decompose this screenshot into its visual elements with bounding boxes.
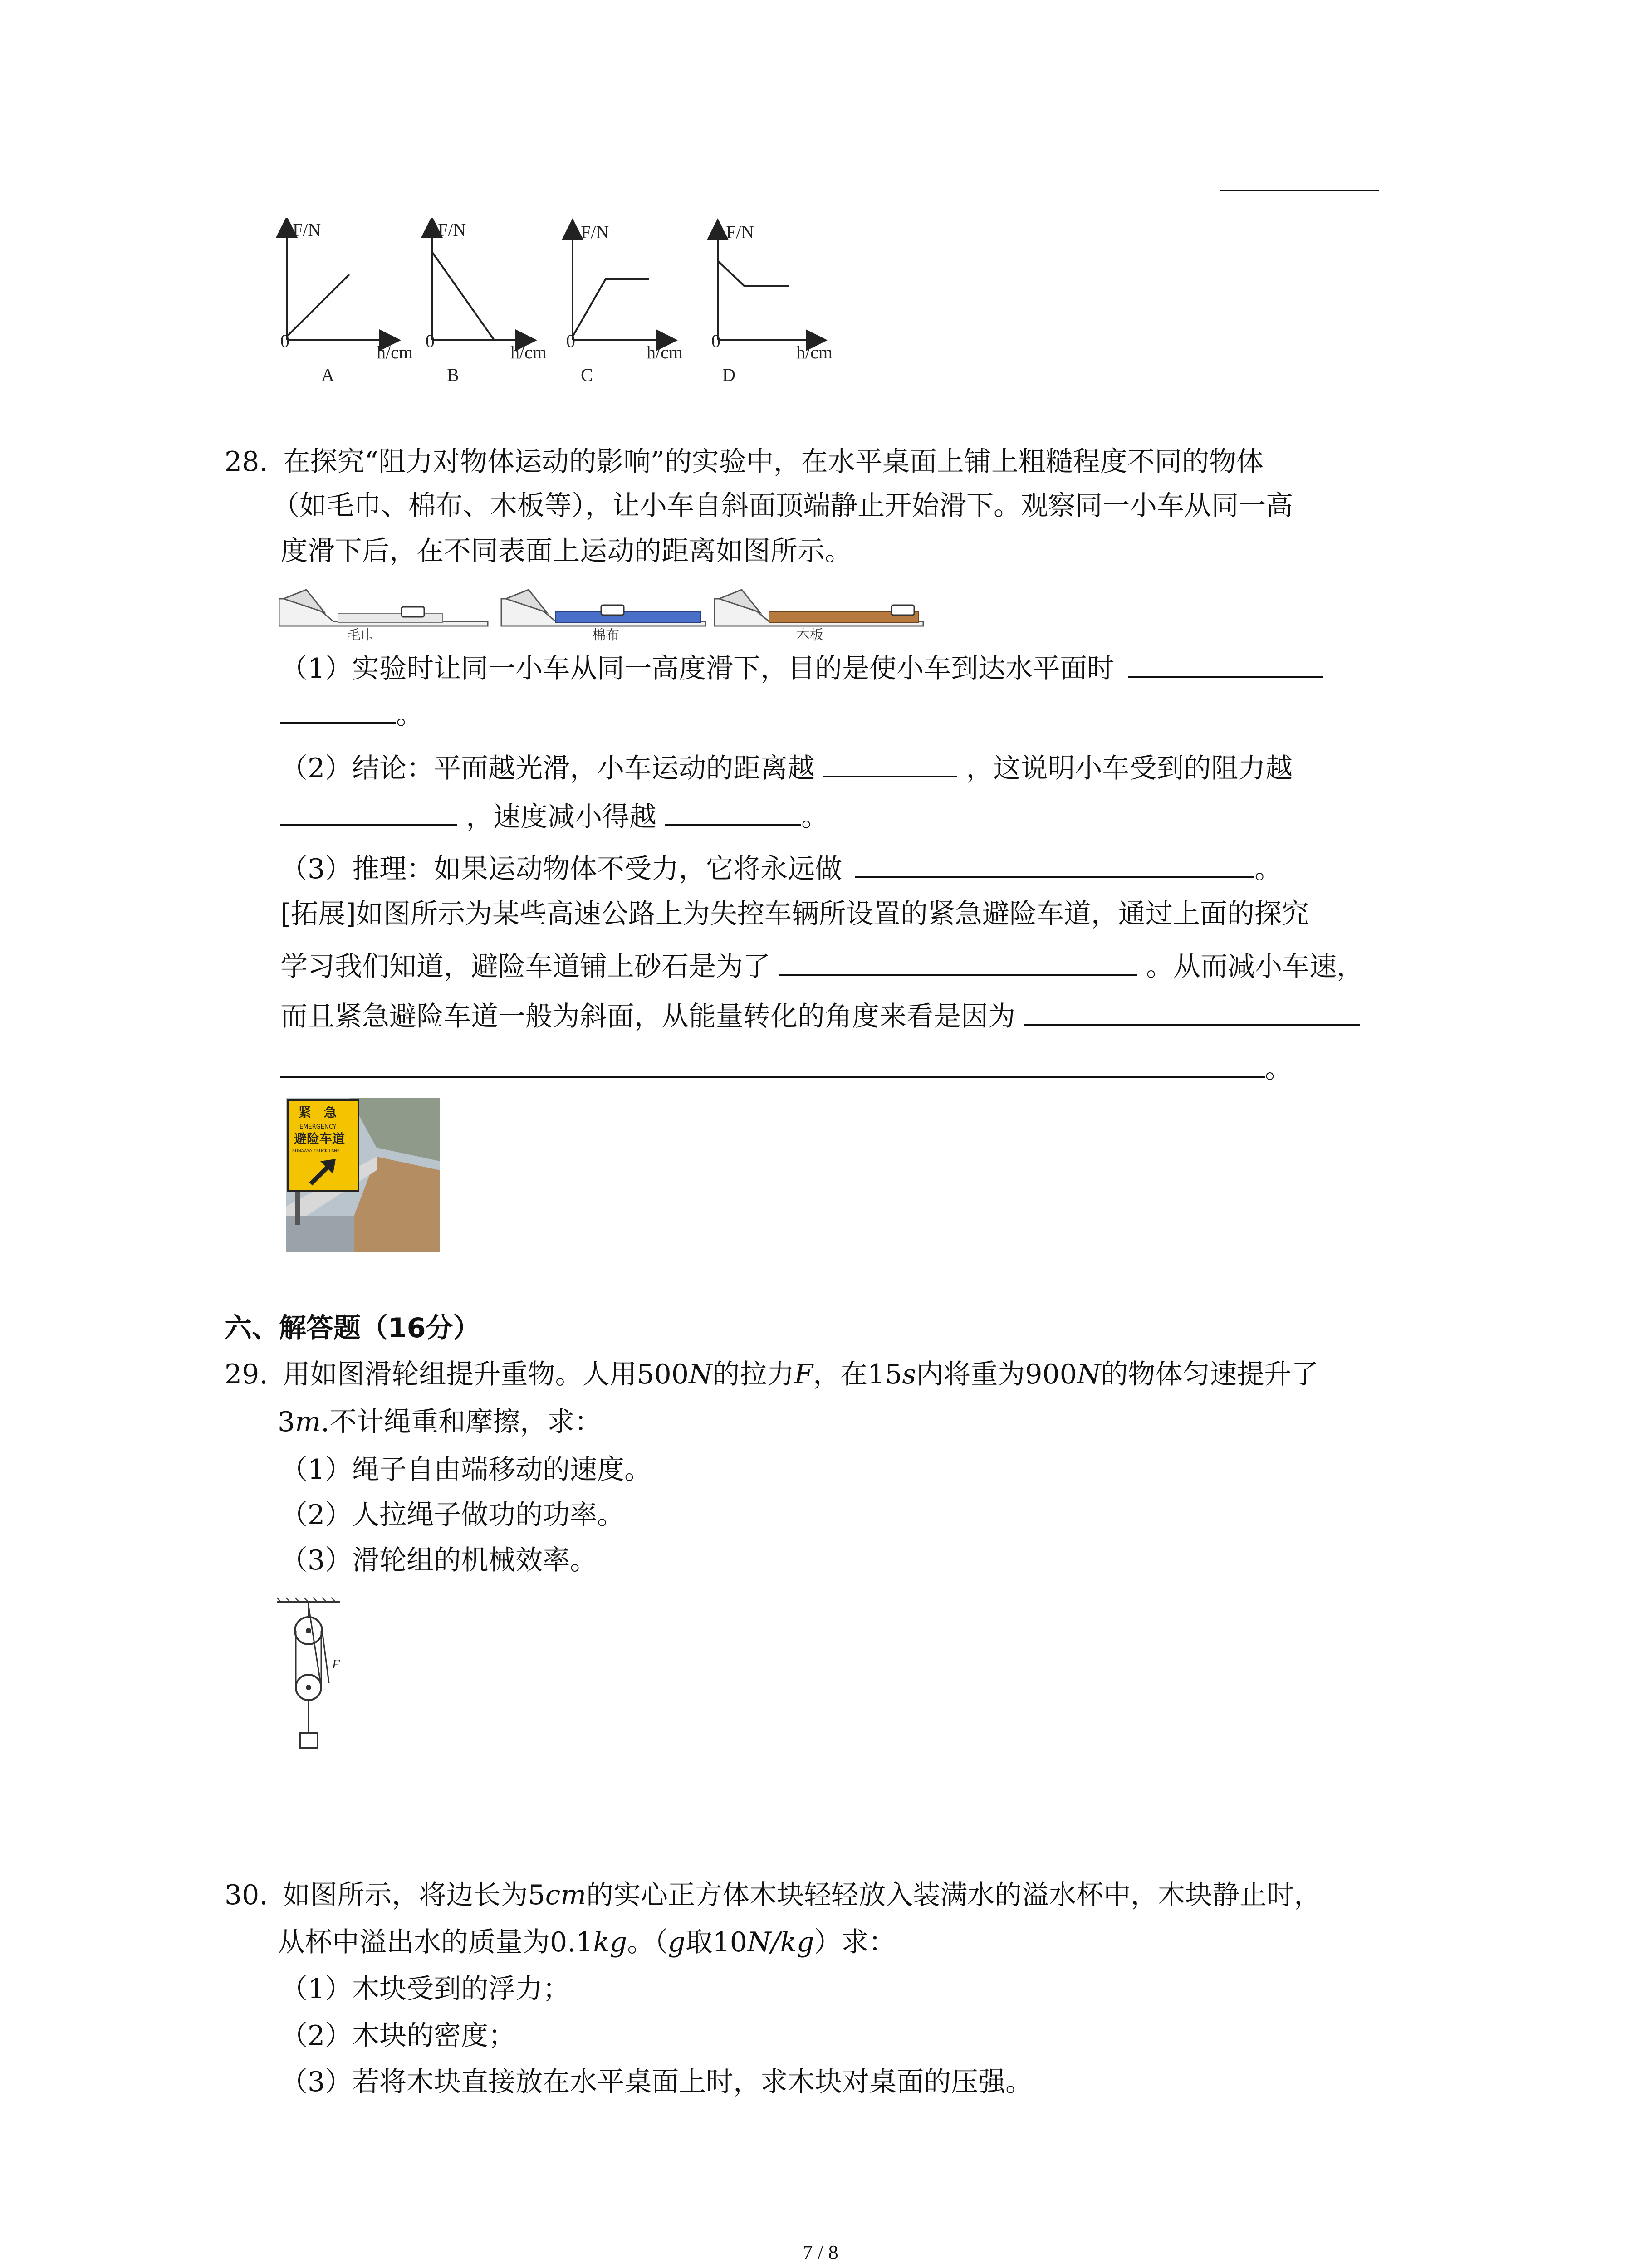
q29-number: 29.: [225, 1359, 268, 1390]
q27-option-graphs: [268, 218, 857, 390]
graph-c[interactable]: [566, 222, 683, 385]
q29-force-symbol: F: [794, 1359, 813, 1390]
q28-extension-text1: [拓展]如图所示为某些高速公路上为失控车辆所设置的紧急避险车道，通过上面的探究: [280, 898, 1309, 930]
q30-text-d: 。（: [627, 1926, 668, 1958]
q28-extension-line3: [280, 996, 1360, 1035]
q28-blank-6[interactable]: [779, 946, 1137, 976]
q30-mass-unit: kg: [593, 1926, 627, 1958]
q30-g-unit: N/kg: [747, 1926, 814, 1958]
q28-part1: [280, 648, 1323, 687]
graph-d-option: D: [722, 365, 735, 385]
q28-part3: [280, 848, 1282, 887]
q28-extension-end: 。: [1265, 1053, 1292, 1085]
q29-line1: [225, 1356, 1318, 1393]
graph-a-option: A: [321, 365, 334, 385]
q28-stem-text2: （如毛巾、棉布、木板等），让小车自斜面顶端静止开始滑下。观察同一小车从同一高: [272, 490, 1293, 522]
q30-text-e: 取: [685, 1926, 713, 1958]
q29-force: 500: [637, 1359, 689, 1390]
graph-b[interactable]: [426, 220, 547, 385]
q28-stem-text1: 在探究“阻力对物体运动的影响”的实验中，在水平桌面上铺上粗糙程度不同的物体: [283, 446, 1264, 478]
q28-part2-text-b: ，这说明小车受到的阻力越: [966, 753, 1293, 784]
q29-time-unit: s: [902, 1359, 916, 1390]
q28-extension-text3: 而且紧急避险车道一般为斜面，从能量转化的角度来看是因为: [280, 1001, 1015, 1032]
q28-blank-2[interactable]: [823, 748, 957, 777]
q28-stem-line1: [225, 444, 1264, 480]
q30-line1: [225, 1877, 1321, 1913]
q28-part2-text-a: （2）结论：平面越光滑，小车运动的距离越: [280, 753, 815, 784]
q30-part1: （1）木块受到的浮力；: [280, 1973, 570, 2005]
q28-blank-7[interactable]: [1024, 996, 1360, 1026]
q29-time: 15: [867, 1359, 902, 1390]
q28-blank-1[interactable]: [1128, 648, 1323, 678]
q30-number: 30.: [225, 1879, 268, 1911]
q28-extension-text2b: 。从而减小车速，: [1146, 951, 1364, 982]
sign-line3: 避险车道: [294, 1131, 345, 1146]
sign-line4: RUNAWAY TRUCK LANE: [292, 1149, 340, 1154]
graph-d[interactable]: [711, 222, 833, 385]
q28-extension-line1: [280, 896, 1309, 932]
graph-c-xlabel: h/cm: [647, 342, 683, 362]
graph-b-ylabel: F/N: [438, 220, 466, 240]
q28-part2: [280, 748, 1293, 787]
graph-a[interactable]: [280, 220, 413, 385]
q29-height: 3: [278, 1406, 295, 1438]
q28-extension-line4: [280, 1048, 1292, 1087]
q29-text-b: 的拉力: [712, 1359, 794, 1390]
q30-part3: （3）若将木块直接放在水平桌面上时，求木块对桌面的压强。: [280, 2066, 1033, 2098]
surface-wood: [715, 590, 923, 643]
graph-c-origin: 0: [566, 331, 575, 351]
q28-part2-end: 。: [801, 801, 829, 833]
q28-part1-text: （1）实验时让同一小车从同一高度滑下，目的是使小车到达水平面时: [280, 653, 1115, 684]
q30-line2: [278, 1924, 896, 1960]
q29-weight: 900: [1025, 1359, 1077, 1390]
q28-blank-5[interactable]: [855, 848, 1254, 878]
sign-line2: EMERGENCY: [299, 1124, 337, 1130]
q29-text-f: .不计绳重和摩擦，求：: [321, 1406, 602, 1438]
pulley-force-label: F: [332, 1657, 340, 1672]
q29-part3: （3）滑轮组的机械效率。: [280, 1545, 598, 1576]
section-heading: 六、解答题（16分）: [225, 1312, 480, 1344]
q30-edge: 5: [528, 1879, 545, 1911]
emergency-lane-photo: [286, 1098, 440, 1252]
q29-force-unit: N: [689, 1359, 713, 1390]
q29-weight-unit: N: [1077, 1359, 1101, 1390]
surface-label-cotton: 棉布: [592, 627, 619, 643]
q30-g-value: 10: [712, 1926, 747, 1958]
answer-blank[interactable]: [1220, 190, 1379, 191]
pulley-system-figure: [272, 1597, 363, 1760]
graph-d-origin: 0: [711, 331, 720, 351]
q28-extension-text2a: 学习我们知道，避险车道铺上砂石是为了: [280, 951, 770, 982]
q30-mass: 0.1: [550, 1926, 593, 1958]
q30-part2: （2）木块的密度；: [280, 2020, 516, 2052]
q29-line2: [278, 1404, 602, 1440]
graph-b-option: B: [447, 365, 459, 385]
q30-text-c: 从杯中溢出水的质量为: [278, 1926, 550, 1958]
q28-part3-end: 。: [1254, 853, 1282, 885]
surface-towel: [279, 590, 488, 643]
surface-label-wood: 木板: [796, 627, 823, 643]
q30-edge-unit: cm: [545, 1879, 587, 1911]
q28-blank-4[interactable]: [665, 796, 801, 826]
q28-surfaces-figure: [279, 585, 932, 644]
q28-blank-3[interactable]: [280, 796, 457, 826]
graph-d-ylabel: F/N: [726, 222, 754, 242]
q28-stem-text3: 度滑下后，在不同表面上运动的距离如图所示。: [280, 535, 852, 567]
q28-blank-7-cont[interactable]: [280, 1048, 1265, 1078]
q28-stem-line2: [272, 488, 1293, 524]
surface-cotton: [501, 590, 705, 643]
graph-b-xlabel: h/cm: [510, 342, 547, 362]
q30-text-a: 如图所示，将边长为: [283, 1879, 528, 1911]
q30-text-b: 的实心正方体木块轻轻放入装满水的溢水杯中，木块静止时，: [586, 1879, 1322, 1911]
q29-text-c: ，在: [813, 1359, 868, 1390]
page-number: 7 / 8: [803, 2241, 838, 2263]
q29-text-d: 内将重为: [916, 1359, 1025, 1390]
q28-blank-1-cont[interactable]: [280, 694, 396, 724]
q30-text-f: ）求：: [814, 1926, 896, 1958]
graph-a-origin: 0: [280, 331, 289, 351]
q29-text-e: 的物体匀速提升了: [1101, 1359, 1319, 1390]
q28-part2-text-c: ，速度减小得越: [466, 801, 657, 833]
q28-part3-text: （3）推理：如果运动物体不受力，它将永远做: [280, 853, 843, 885]
graph-c-option: C: [581, 365, 593, 385]
q28-part1-cont: [280, 694, 423, 733]
q30-g-symbol: g: [668, 1926, 686, 1958]
surface-label-towel: 毛巾: [347, 627, 374, 643]
graph-b-origin: 0: [426, 331, 435, 351]
q28-part1-end: 。: [396, 699, 423, 731]
graph-a-ylabel: F/N: [293, 220, 321, 240]
graph-a-xlabel: h/cm: [377, 342, 413, 362]
q28-extension-line2: [280, 946, 1364, 985]
q29-height-unit: m: [295, 1406, 321, 1438]
q29-part2: （2）人拉绳子做功的功率。: [280, 1499, 625, 1531]
q28-stem-line3: [280, 533, 852, 569]
q28-number: 28.: [225, 446, 268, 478]
q29-text-a: 用如图滑轮组提升重物。人用: [283, 1359, 637, 1390]
graph-d-xlabel: h/cm: [796, 342, 833, 362]
q29-part1: （1）绳子自由端移动的速度。: [280, 1454, 652, 1486]
sign-line1: 紧 急: [299, 1105, 337, 1120]
graph-c-ylabel: F/N: [581, 222, 609, 242]
q28-part2-cont: [280, 796, 828, 835]
